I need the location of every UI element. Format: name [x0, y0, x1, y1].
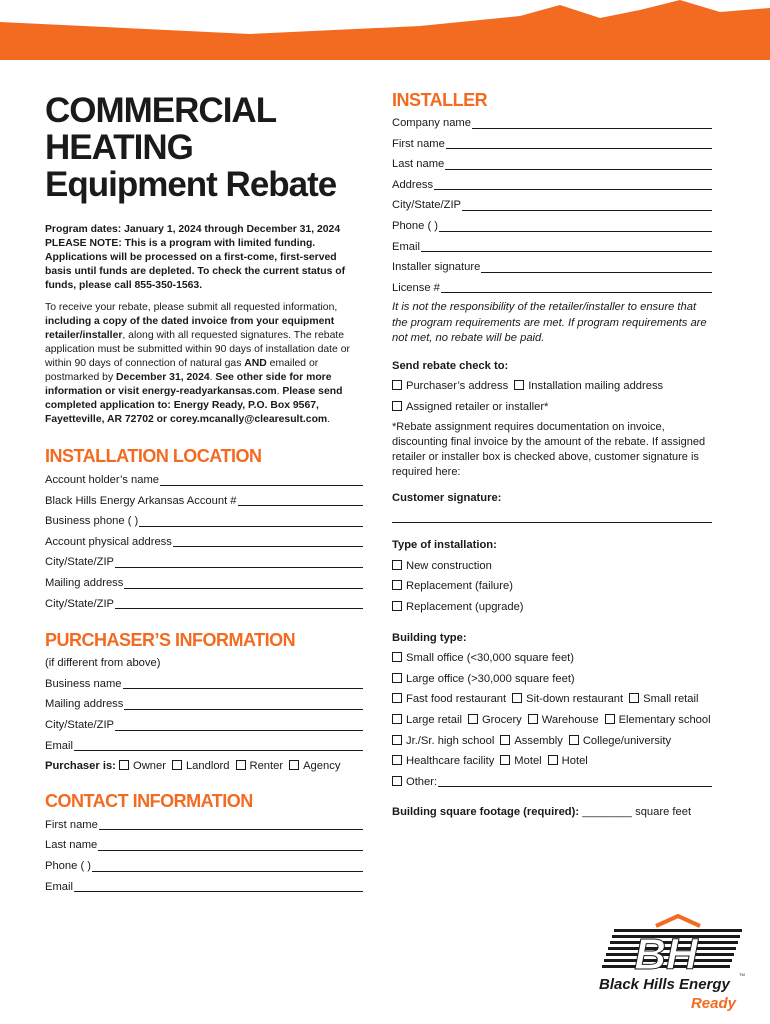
field-label: Black Hills Energy Arkansas Account #	[45, 494, 237, 507]
field-label: City/State/ZIP	[45, 597, 115, 610]
field-business-phone[interactable]	[45, 511, 363, 532]
option-label: Hotel	[561, 755, 588, 768]
program-info	[45, 223, 363, 293]
checkbox-icon[interactable]	[514, 380, 524, 390]
option-assembly[interactable]	[500, 735, 563, 747]
instructions-bold-deadline: December 31, 2024	[116, 372, 210, 383]
instructions-text: To receive your rebate, please submit all requested information,	[45, 302, 338, 313]
instructions-bold-website: See other side for more information or visit energy-readyarkansas.com	[45, 372, 332, 397]
field-installer-city-state-zip[interactable]	[392, 195, 712, 216]
option-label: Replacement (failure)	[406, 580, 513, 593]
building-type-row-4	[392, 710, 712, 731]
logo-tagline: Ready	[690, 995, 736, 1012]
program-dates: Program dates: January 1, 2024 through December 31, 2024	[45, 224, 341, 235]
field-installer-address[interactable]	[392, 175, 712, 196]
option-label: Jr./Sr. high school	[406, 734, 495, 747]
left-column	[45, 92, 363, 897]
field-label: Last name	[392, 158, 445, 171]
option-label: Grocery	[481, 713, 522, 726]
option-label: New construction	[406, 559, 492, 572]
option-label: Renter	[249, 760, 284, 773]
option-label: Sit-down restaurant	[526, 693, 624, 706]
field-line	[45, 891, 363, 892]
option-label: Elementary school	[618, 713, 711, 726]
option-label: Warehouse	[541, 713, 599, 726]
field-line	[392, 251, 712, 252]
field-purchaser-mailing-address[interactable]	[45, 694, 363, 715]
purchaser-fields	[45, 653, 363, 777]
square-footage-label: Building square footage (required):	[392, 806, 580, 819]
instructions-bold-address: Please send completed application to: Energy Ready, P.O. Box 9567, Fayetteville, AR 72702 or corey.mcanally@clearesult.com	[45, 386, 343, 425]
option-elementary-school[interactable]	[605, 714, 711, 726]
checkbox-icon[interactable]	[392, 401, 402, 411]
field-installer-phone[interactable]	[392, 216, 712, 237]
installation-location-heading: INSTALLATION LOCATION	[45, 446, 262, 466]
option-label: College/university	[582, 734, 672, 747]
field-contact-first-name[interactable]	[45, 815, 363, 836]
option-label: Purchaser’s address	[406, 380, 509, 393]
option-assigned-retailer[interactable]	[392, 397, 712, 418]
instructions-text: .	[327, 414, 331, 425]
field-installer-email[interactable]	[392, 237, 712, 258]
field-physical-address[interactable]	[45, 532, 363, 553]
checkbox-icon[interactable]	[392, 580, 402, 590]
title-line-1: COMMERCIAL	[45, 91, 277, 130]
field-business-name[interactable]	[45, 674, 363, 695]
instructions-text: , along with all requested signatures. The rebate application must be submitted within 90 days of installation date or within 90 days of connection of natural gas	[45, 330, 350, 369]
field-label: Account physical address	[45, 535, 172, 548]
checkbox-icon[interactable]	[392, 673, 402, 683]
orange-header-banner	[0, 0, 770, 60]
option-healthcare-facility[interactable]	[392, 755, 494, 767]
purchaser-is-row	[45, 756, 363, 777]
option-label: Other:	[406, 775, 438, 788]
purchaser-is-label: Purchaser is:	[45, 760, 116, 773]
field-label: Business name	[45, 677, 122, 690]
field-label: Company name	[392, 117, 471, 129]
building-type-heading: Building type:	[392, 631, 467, 644]
option-label: Fast food restaurant	[406, 693, 507, 706]
field-label: Email	[45, 739, 73, 752]
field-mailing-address[interactable]	[45, 573, 363, 594]
customer-signature-line[interactable]	[392, 508, 712, 523]
field-company-name[interactable]	[392, 113, 712, 134]
field-contact-email[interactable]	[45, 877, 363, 898]
checkbox-icon[interactable]	[468, 714, 478, 724]
checkbox-icon[interactable]	[392, 714, 402, 724]
option-label: Small retail	[643, 693, 699, 706]
option-agency[interactable]	[289, 760, 340, 772]
purchaser-subtitle: (if different from above)	[45, 657, 161, 670]
option-label: Owner	[133, 760, 166, 773]
title-line-3: Equipment Rebate	[45, 165, 337, 204]
installer-heading: INSTALLER	[392, 90, 488, 110]
option-purchaser-address[interactable]	[392, 380, 508, 392]
checkbox-icon[interactable]	[392, 735, 402, 745]
option-label: Healthcare facility	[406, 755, 495, 768]
instructions-bold-invoice: including a copy of the dated invoice from your equipment retailer/installer	[45, 316, 335, 341]
title-line-2: HEATING	[45, 128, 193, 167]
option-motel[interactable]	[500, 755, 541, 767]
installation-fields	[45, 470, 363, 614]
checkbox-icon[interactable]	[392, 380, 402, 390]
option-renter[interactable]	[236, 760, 284, 772]
field-label: Installer signature	[392, 261, 481, 274]
instructions-paragraph	[45, 301, 363, 427]
field-label: First name	[45, 818, 98, 831]
field-label: Address	[392, 178, 434, 191]
option-small-retail[interactable]	[629, 693, 698, 705]
field-line	[392, 231, 712, 232]
field-account-number[interactable]	[45, 491, 363, 512]
funding-note: PLEASE NOTE: This is a program with limited funding. Applications will be processed on a first-come, first-served basis until funds are depleted. To check the current status of funds, please call 855-350-1563.	[45, 238, 346, 291]
field-line	[45, 750, 363, 751]
checkbox-icon[interactable]	[392, 560, 402, 570]
contact-info-heading: CONTACT INFORMATION	[45, 790, 253, 811]
installer-fields	[392, 113, 712, 298]
field-label: First name	[392, 137, 445, 150]
right-column	[392, 90, 712, 823]
field-purchaser-city-state-zip[interactable]	[45, 715, 363, 736]
checkbox-icon[interactable]	[569, 735, 579, 745]
checkbox-icon[interactable]	[236, 760, 246, 770]
field-label: License #	[392, 281, 440, 294]
field-installer-last-name[interactable]	[392, 154, 712, 175]
field-line	[45, 871, 363, 872]
option-replacement-failure[interactable]	[392, 576, 712, 597]
purchaser-info-heading: PURCHASER’S INFORMATION	[45, 630, 296, 651]
option-label: Replacement (upgrade)	[406, 601, 524, 613]
field-label: Mailing address	[45, 698, 124, 711]
instructions-text: .	[209, 372, 216, 383]
installer-disclaimer: It is not the responsibility of the retailer/installer to ensure that the program requirements are met. If program requirements are not met, no rebate will be paid.	[392, 301, 707, 345]
checkbox-icon[interactable]	[629, 693, 639, 703]
option-label: Agency	[303, 760, 341, 773]
checkbox-icon[interactable]	[392, 601, 402, 611]
option-landlord[interactable]	[172, 760, 230, 772]
field-label: Email	[45, 880, 73, 893]
field-license-number[interactable]	[392, 278, 712, 299]
building-type-row-1	[392, 648, 712, 669]
option-label: Large office (>30,000 square feet)	[406, 672, 575, 685]
checkbox-icon[interactable]	[119, 760, 129, 770]
checkbox-icon[interactable]	[392, 652, 402, 662]
option-high-school[interactable]	[392, 735, 494, 747]
option-label: Assigned retailer or installer*	[406, 401, 549, 414]
field-label: Mailing address	[45, 576, 124, 589]
option-label: Motel	[514, 755, 542, 768]
send-check-options-row	[392, 376, 712, 397]
option-label: Small office (<30,000 square feet)	[406, 652, 575, 665]
field-line	[392, 786, 712, 787]
square-footage-blank[interactable]: ________	[582, 806, 632, 819]
field-label: Account holder’s name	[45, 474, 160, 486]
option-warehouse[interactable]	[528, 714, 599, 726]
option-replacement-upgrade[interactable]	[392, 597, 712, 618]
field-installer-signature[interactable]	[392, 257, 712, 278]
checkbox-icon[interactable]	[392, 776, 402, 786]
option-other[interactable]	[392, 772, 712, 793]
field-purchaser-email[interactable]	[45, 736, 363, 757]
other-label-wrap	[392, 776, 438, 788]
customer-signature-heading: Customer signature:	[392, 491, 502, 504]
black-hills-energy-logo	[596, 914, 746, 1014]
checkbox-icon[interactable]	[392, 755, 402, 765]
instructions-text: .	[276, 386, 283, 397]
field-label: City/State/ZIP	[45, 556, 115, 569]
checkbox-icon[interactable]	[172, 760, 182, 770]
square-footage-row	[392, 802, 712, 823]
building-type-row-6	[392, 751, 712, 772]
field-contact-phone[interactable]	[45, 856, 363, 877]
option-label: Assembly	[514, 734, 563, 747]
option-label: Landlord	[185, 760, 230, 773]
checkbox-icon[interactable]	[512, 693, 522, 703]
checkbox-icon[interactable]	[500, 735, 510, 745]
checkbox-icon[interactable]	[289, 760, 299, 770]
checkbox-icon[interactable]	[528, 714, 538, 724]
option-owner[interactable]	[119, 760, 166, 772]
field-label: City/State/ZIP	[45, 718, 115, 731]
option-small-office[interactable]	[392, 652, 574, 664]
building-type-row-5	[392, 731, 712, 752]
page-title	[45, 92, 363, 203]
checkbox-icon[interactable]	[548, 755, 558, 765]
option-label: Installation mailing address	[528, 380, 664, 393]
rebate-assignment-note: *Rebate assignment requires documentation on invoice, discounting final invoice by the amount of the rebate. If assigned retailer or installer box is checked above, customer signature is required here:	[392, 420, 706, 478]
option-fast-food-restaurant[interactable]	[392, 693, 506, 705]
building-type-row-3	[392, 689, 712, 710]
instructions-bold-and: AND	[244, 358, 267, 369]
field-mailing-city-state-zip[interactable]	[45, 594, 363, 615]
send-check-heading: Send rebate check to:	[392, 359, 509, 372]
logo-monogram: BH	[634, 930, 698, 979]
contact-fields	[45, 815, 363, 897]
checkbox-icon[interactable]	[500, 755, 510, 765]
field-contact-last-name[interactable]	[45, 835, 363, 856]
field-label: Phone ( )	[392, 219, 439, 232]
logo-company-name: Black Hills Energy	[599, 976, 730, 993]
option-installation-mailing-address[interactable]	[514, 380, 663, 392]
option-new-construction[interactable]	[392, 556, 712, 577]
field-label: Business phone ( )	[45, 515, 139, 528]
installation-type-heading: Type of installation:	[392, 539, 497, 552]
field-label: City/State/ZIP	[392, 199, 462, 212]
field-city-state-zip[interactable]	[45, 552, 363, 573]
option-sit-down-restaurant[interactable]	[512, 693, 623, 705]
field-installer-first-name[interactable]	[392, 134, 712, 155]
checkbox-icon[interactable]	[392, 693, 402, 703]
logo-trademark: TM	[739, 972, 745, 977]
logo-roof-icon	[656, 916, 700, 926]
building-type-row-2	[392, 669, 712, 690]
square-footage-unit: square feet	[635, 806, 692, 819]
field-account-holder-name[interactable]	[45, 470, 363, 491]
checkbox-icon[interactable]	[605, 714, 615, 724]
option-grocery[interactable]	[468, 714, 522, 726]
instructions-text: emailed or postmarked by	[45, 358, 319, 383]
field-label: Email	[392, 240, 420, 253]
field-label: Last name	[45, 839, 98, 852]
field-label: Phone ( )	[45, 859, 92, 872]
option-large-retail[interactable]	[392, 714, 462, 726]
option-hotel[interactable]	[548, 755, 588, 767]
field-line	[392, 189, 712, 190]
option-label: Large retail	[406, 713, 462, 726]
option-college-university[interactable]	[569, 735, 671, 747]
logo-mark	[596, 914, 746, 1014]
option-large-office[interactable]	[392, 673, 575, 685]
